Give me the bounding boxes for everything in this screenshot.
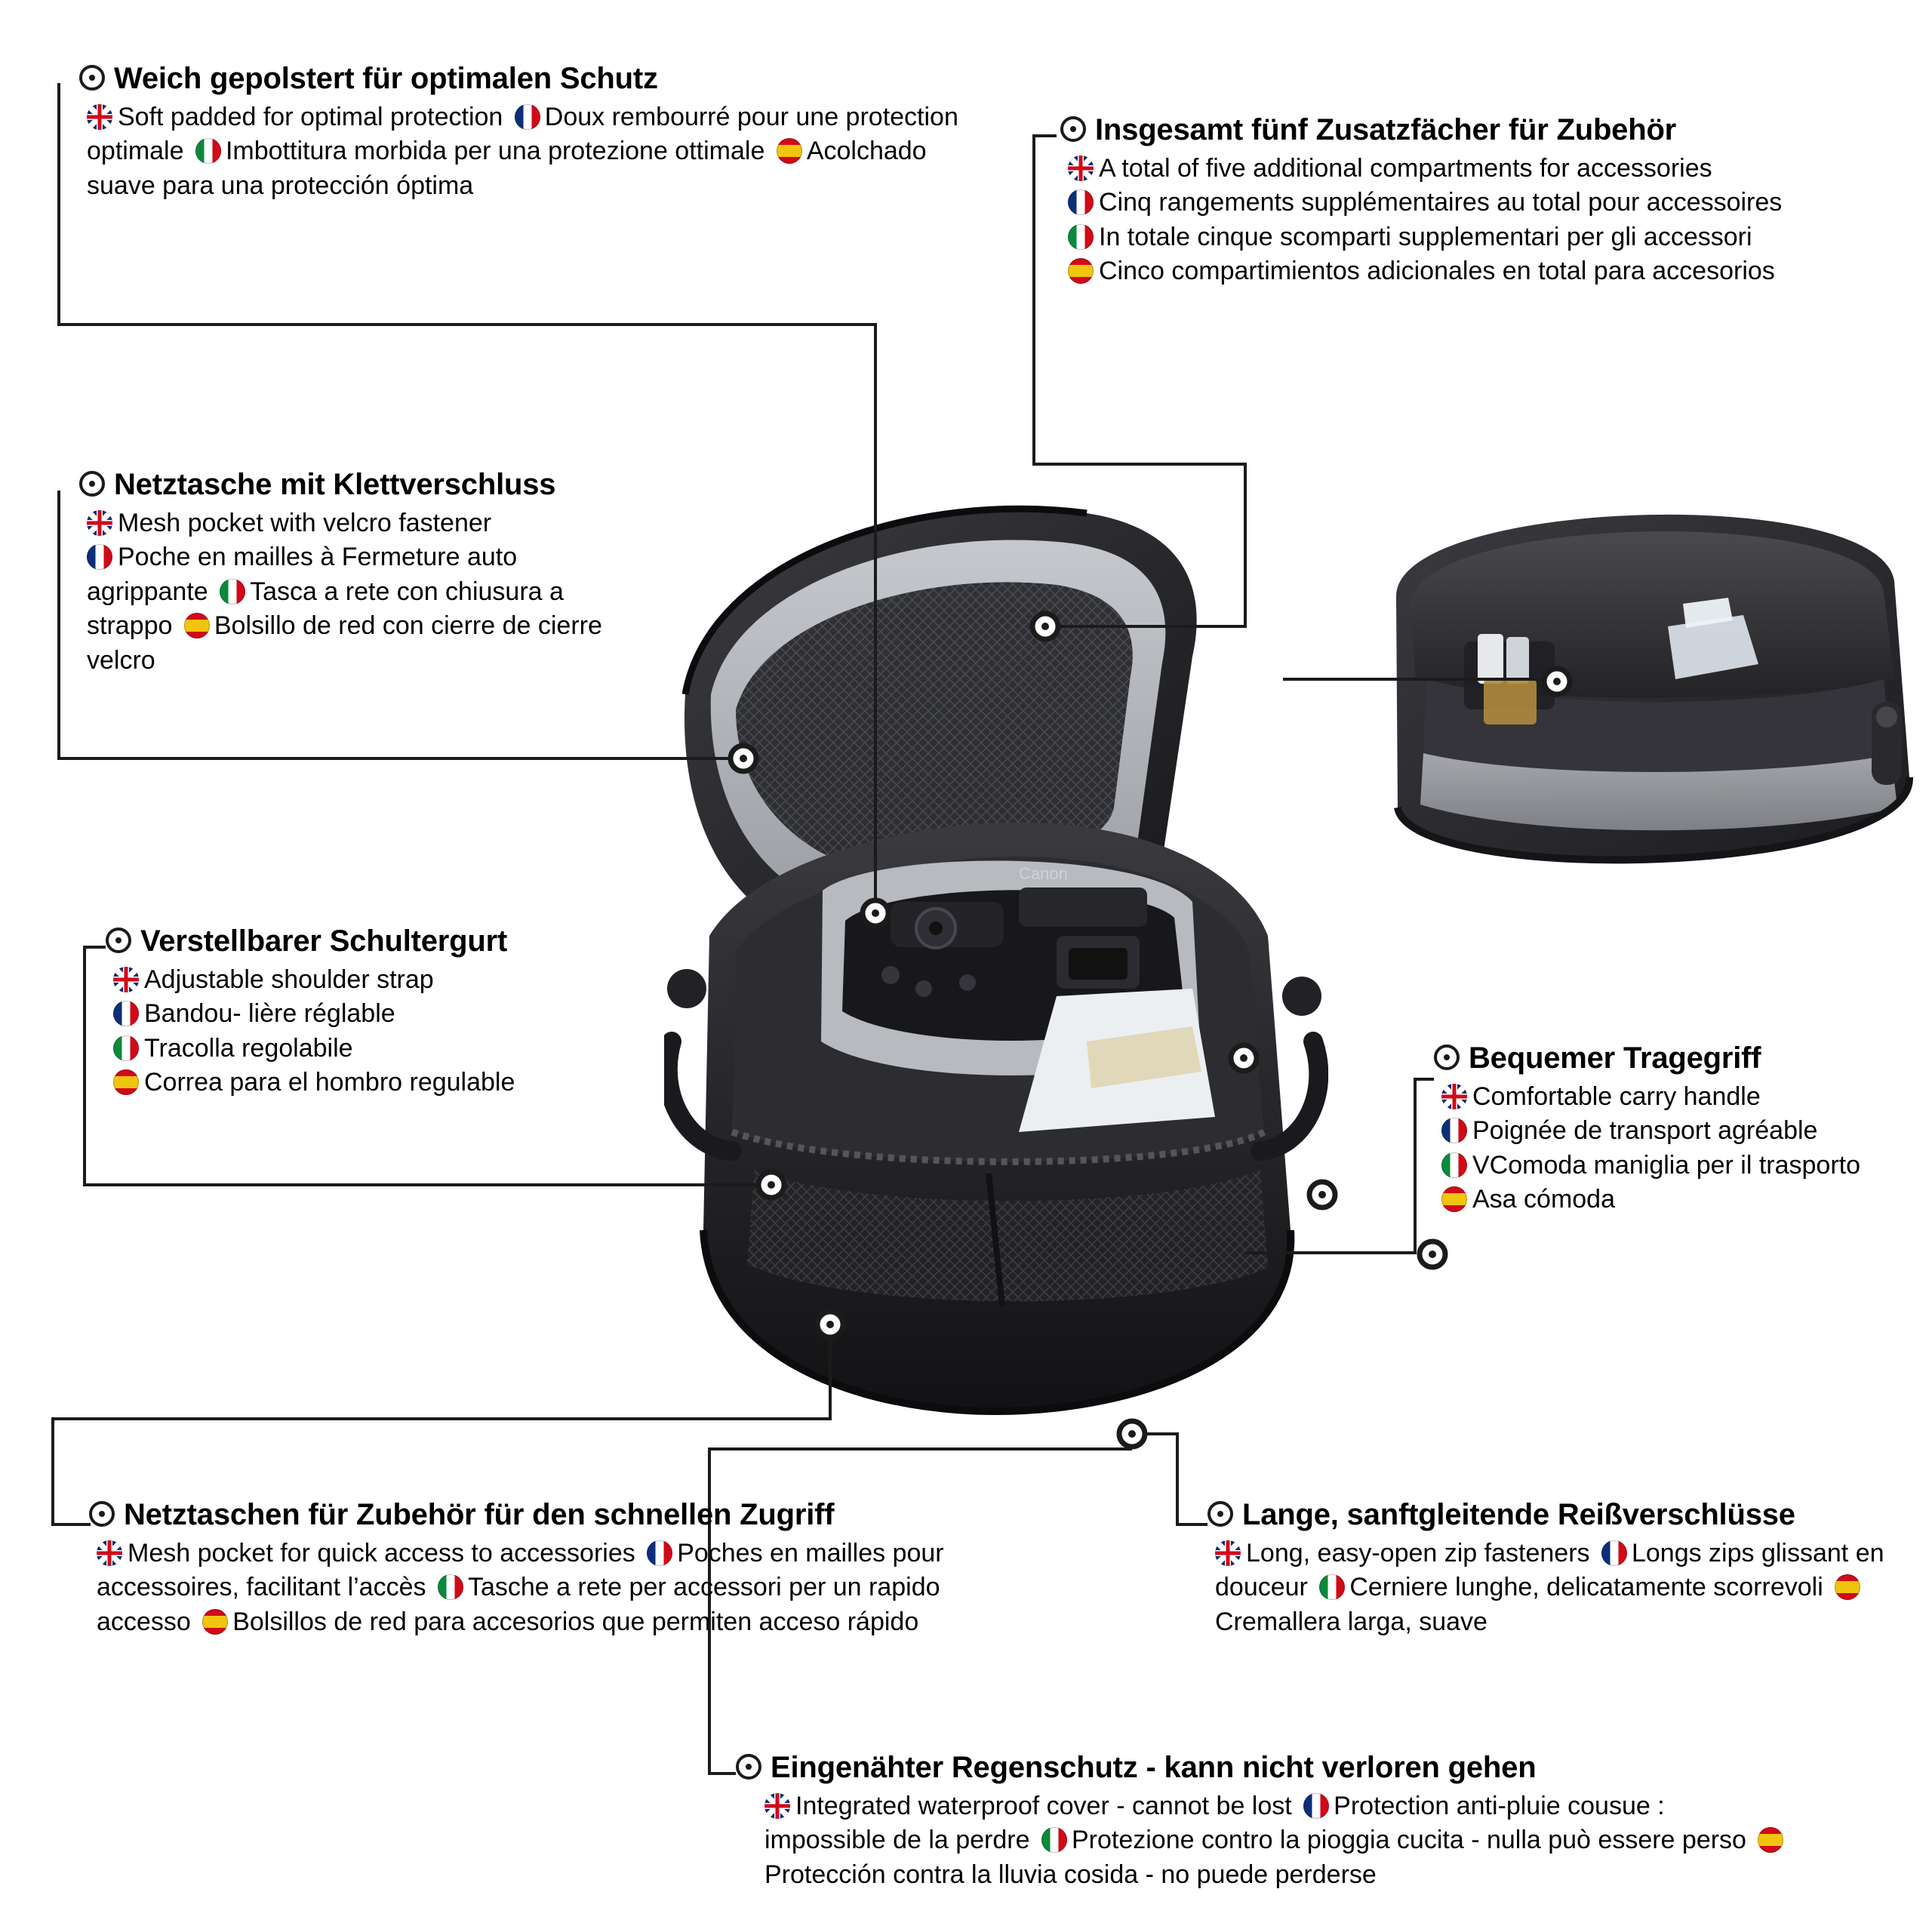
flag-es-icon — [1835, 1574, 1860, 1600]
flag-es-icon — [184, 613, 210, 638]
callout-title: Insgesamt fünf Zusatzfächer für Zubehör — [1060, 113, 1913, 147]
flag-fr-icon — [1601, 1540, 1627, 1566]
flag-fr-icon — [647, 1540, 672, 1566]
flag-uk-icon — [764, 1793, 790, 1819]
product-photo — [664, 468, 1328, 1464]
callout-rain-cover — [736, 1751, 1792, 1892]
flag-fr-icon — [87, 544, 112, 570]
svg-text:Canon: Canon — [1019, 864, 1068, 883]
bullet-marker — [79, 471, 105, 497]
bullet-marker — [106, 928, 131, 953]
callout-title: Bequemer Tragegriff — [1434, 1041, 1917, 1075]
callout-shoulder-strap — [106, 924, 634, 1100]
bullet-marker — [1208, 1501, 1233, 1527]
flag-uk-icon — [113, 967, 139, 992]
detail-photo — [1351, 453, 1924, 921]
callout-title: Netztasche mit Klettverschluss — [79, 468, 630, 502]
flag-it-icon — [1319, 1574, 1345, 1600]
flag-uk-icon — [87, 510, 112, 536]
flag-es-icon — [1758, 1827, 1783, 1853]
callout-title: Weich gepolstert für optimalen Schutz — [79, 62, 992, 96]
flag-uk-icon — [1215, 1540, 1241, 1566]
flag-fr-icon — [1068, 189, 1094, 215]
bullet-marker — [89, 1501, 115, 1527]
flag-uk-icon — [1068, 155, 1094, 181]
flag-it-icon — [220, 579, 245, 605]
flag-fr-icon — [515, 104, 540, 130]
flag-uk-icon — [87, 104, 112, 130]
flag-fr-icon — [113, 1001, 139, 1026]
flag-it-icon — [113, 1035, 139, 1061]
flag-it-icon — [438, 1574, 463, 1600]
flag-fr-icon — [1303, 1793, 1329, 1819]
callout-body: Mesh pocket for quick access to accessories Poches en mailles pour accessoires, facilitant l’accès Tasche a rete per accessori per un rapido accesso Bolsillos de red para accesorios que permiten acceso rápido — [97, 1538, 944, 1636]
callout-body: Mesh pocket with velcro fastener Poche en mailles à Fermeture auto agrippante Tasca a rete con chiusura a strappo Bolsillo de red con cierre de cierre velcro — [87, 508, 602, 675]
flag-es-icon — [1068, 258, 1094, 284]
product-photo-svg — [664, 468, 1328, 1464]
callout-body: Long, easy-open zip fasteners Longs zips glissant en douceur Cerniere lunghe, delicatamente scorrevoli Cremallera larga, suave — [1215, 1538, 1884, 1636]
flag-it-icon — [1068, 224, 1094, 250]
bullet-marker — [736, 1754, 761, 1780]
flag-it-icon — [1441, 1152, 1467, 1178]
callout-body: Comfortable carry handle Poignée de transport agréable VComoda maniglia per il trasporto Asa cómoda — [1434, 1080, 1917, 1217]
flag-es-icon — [777, 138, 802, 164]
callout-five-compartments — [1060, 113, 1913, 289]
flag-fr-icon — [1441, 1118, 1467, 1143]
callout-title: Netztaschen für Zubehör für den schnellen Zugriff — [89, 1498, 949, 1532]
callout-title: Verstellbarer Schultergurt — [106, 924, 634, 958]
bullet-marker — [79, 65, 105, 91]
callout-long-zippers — [1208, 1498, 1887, 1639]
flag-es-icon — [202, 1609, 228, 1635]
callout-body: Integrated waterproof cover - cannot be lost Protection anti-pluie cousue : impossible de la perdre Protezione contro la pioggia cucita - nulla può essere perso Protección contra la lluvia cosida - no puede perderse — [736, 1789, 1792, 1893]
callout-body: A total of five additional compartments for accessories Cinq rangements supplémentaires au total pour accessoires In totale cinque scomparti supplementari per gli accessori Cinco compartimientos adicionales en total para accesorios — [1060, 152, 1913, 289]
callout-carry-handle — [1434, 1041, 1917, 1217]
flag-uk-icon — [97, 1540, 122, 1566]
callout-mesh-pocket-velcro — [79, 468, 630, 678]
detail-photo-svg — [1351, 453, 1924, 921]
callout-soft-padded — [79, 62, 992, 203]
bullet-marker — [1434, 1044, 1460, 1070]
callout-mesh-quick-access — [89, 1498, 949, 1639]
flag-uk-icon — [1441, 1084, 1467, 1109]
flag-it-icon — [1041, 1827, 1067, 1853]
callout-title: Eingenähter Regenschutz - kann nicht verloren gehen — [736, 1751, 1792, 1785]
callout-body: Adjustable shoulder strap Bandou- lière réglable Tracolla regolabile Correa para el hombro regulable — [106, 963, 634, 1100]
callout-body: Soft padded for optimal protection Doux rembourré pour une protection optimale Imbottitura morbida per una protezione ottimale Acolchado suave para una protección óptima — [87, 102, 958, 200]
flag-it-icon — [195, 138, 221, 164]
flag-es-icon — [1441, 1186, 1467, 1212]
callout-title: Lange, sanftgleitende Reißverschlüsse — [1208, 1498, 1887, 1532]
bullet-marker — [1060, 116, 1086, 142]
flag-es-icon — [113, 1069, 139, 1095]
